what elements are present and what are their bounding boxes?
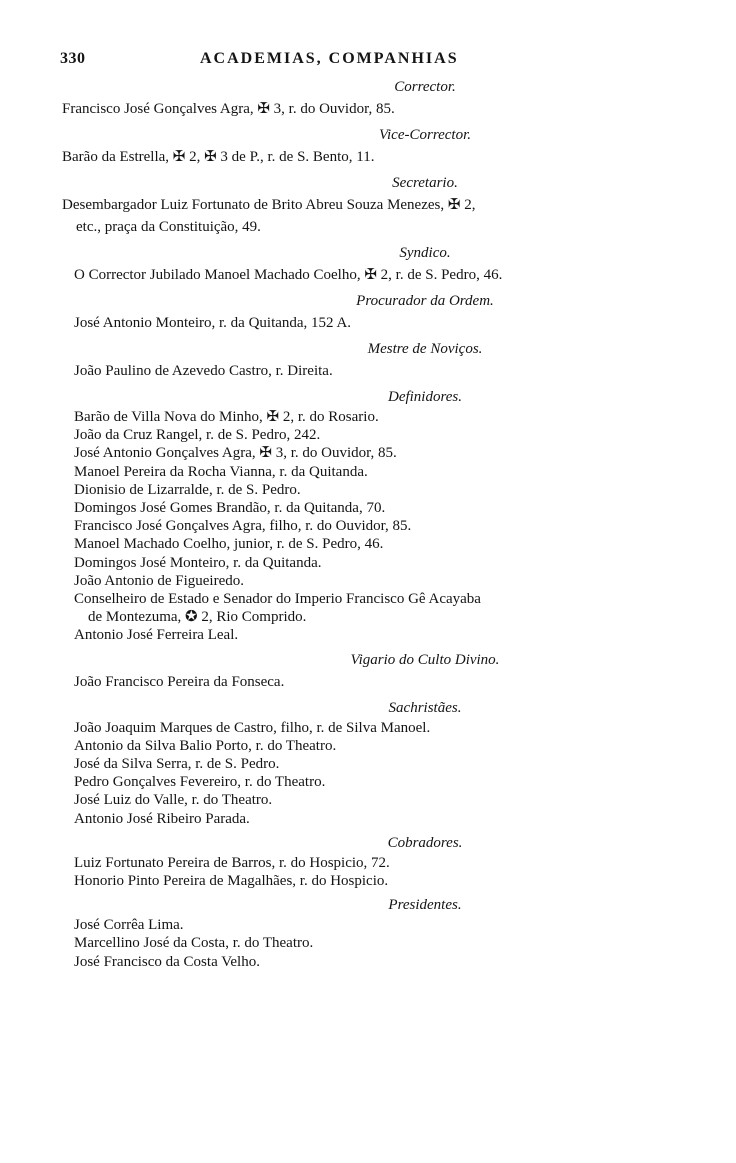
- list-item: Antonio José Ferreira Leal.: [74, 627, 239, 644]
- list-item: Antonio da Silva Balio Porto, r. do Theatro.: [74, 737, 337, 754]
- page-body: [60, 76, 660, 971]
- list-item: João Antonio de Figueiredo.: [74, 572, 244, 589]
- list-item: João Joaquim Marques de Castro, filho, r. de Silva Manoel.: [74, 719, 431, 736]
- list-item: Marcellino José da Costa, r. do Theatro.: [74, 935, 314, 952]
- list-item: José Antonio Gonçalves Agra, ✠ 3, r. do Ouvidor, 85.: [74, 445, 397, 462]
- running-title: ACADEMIAS, COMPANHIAS: [200, 50, 459, 67]
- list-item: Antonio José Ribeiro Parada.: [74, 810, 250, 827]
- entry-line-continued: etc., praça da Constituição, 49.: [76, 219, 261, 235]
- list-item: Manoel Pereira da Rocha Vianna, r. da Quitanda.: [74, 463, 368, 480]
- entry-line: Barão da Estrella, ✠ 2, ✠ 3 de P., r. de S. Bento, 11.: [62, 149, 375, 165]
- definidores-list: [60, 408, 660, 645]
- section-heading-vigario: Vigario do Culto Divino.: [350, 651, 500, 668]
- entry-line: O Corrector Jubilado Manoel Machado Coelho, ✠ 2, r. de S. Pedro, 46.: [74, 267, 503, 283]
- list-item: José da Silva Serra, r. de S. Pedro.: [74, 756, 280, 773]
- list-item: José Corrêa Lima.: [74, 917, 184, 934]
- list-item: Francisco José Gonçalves Agra, filho, r. do Ouvidor, 85.: [74, 518, 412, 535]
- list-item: Honorio Pinto Pereira de Magalhães, r. do Hospicio.: [74, 873, 389, 890]
- section-heading-syndico: Syndico.: [399, 245, 451, 261]
- section-heading-mestre-de-novicos: Mestre de Noviços.: [367, 341, 483, 357]
- list-item: José Francisco da Costa Velho.: [74, 953, 260, 970]
- list-item: Domingos José Gomes Brandão, r. da Quitanda, 70.: [74, 500, 386, 517]
- list-item: Domingos José Monteiro, r. da Quitanda.: [74, 554, 322, 571]
- section-heading-sachristaes: Sachristães.: [388, 699, 462, 716]
- section-heading-procurador: Procurador da Ordem.: [356, 293, 494, 309]
- section-heading-vice-corrector: Vice-Corrector.: [378, 127, 472, 143]
- section-heading-definidores: Definidores.: [387, 389, 463, 405]
- cobradores-list: [60, 854, 660, 890]
- section-heading-cobradores: Cobradores.: [387, 834, 463, 851]
- entry-line: Desembargador Luiz Fortunato de Brito Abreu Souza Menezes, ✠ 2,: [62, 197, 476, 213]
- section-heading-corrector: Corrector.: [394, 79, 456, 95]
- section-heading-presidentes: Presidentes.: [388, 897, 462, 914]
- list-item: Conselheiro de Estado e Senador do Imperio Francisco Gê Acayaba: [74, 591, 481, 608]
- list-item: João da Cruz Rangel, r. de S. Pedro, 242.: [74, 427, 321, 444]
- running-header: [60, 50, 676, 72]
- entry-line: Francisco José Gonçalves Agra, ✠ 3, r. do Ouvidor, 85.: [62, 101, 395, 117]
- entry-line: João Paulino de Azevedo Castro, r. Direita.: [74, 363, 333, 379]
- sachristaes-list: [60, 719, 660, 828]
- presidentes-list: [60, 916, 660, 971]
- section-heading-secretario: Secretario.: [392, 175, 458, 191]
- page-number: 330: [60, 50, 86, 67]
- list-item-continued: de Montezuma, ✪ 2, Rio Comprido.: [88, 609, 307, 626]
- entry-line: João Francisco Pereira da Fonseca.: [74, 673, 285, 690]
- list-item: Luiz Fortunato Pereira de Barros, r. do Hospicio, 72.: [74, 854, 390, 871]
- list-item: José Luiz do Valle, r. do Theatro.: [74, 792, 273, 809]
- list-item: Barão de Villa Nova do Minho, ✠ 2, r. do Rosario.: [74, 409, 379, 425]
- entry-line: José Antonio Monteiro, r. da Quitanda, 152 A.: [74, 315, 352, 331]
- list-item: Manoel Machado Coelho, junior, r. de S. Pedro, 46.: [74, 536, 384, 553]
- list-item: Pedro Gonçalves Fevereiro, r. do Theatro.: [74, 774, 326, 791]
- list-item: Dionisio de Lizarralde, r. de S. Pedro.: [74, 481, 301, 498]
